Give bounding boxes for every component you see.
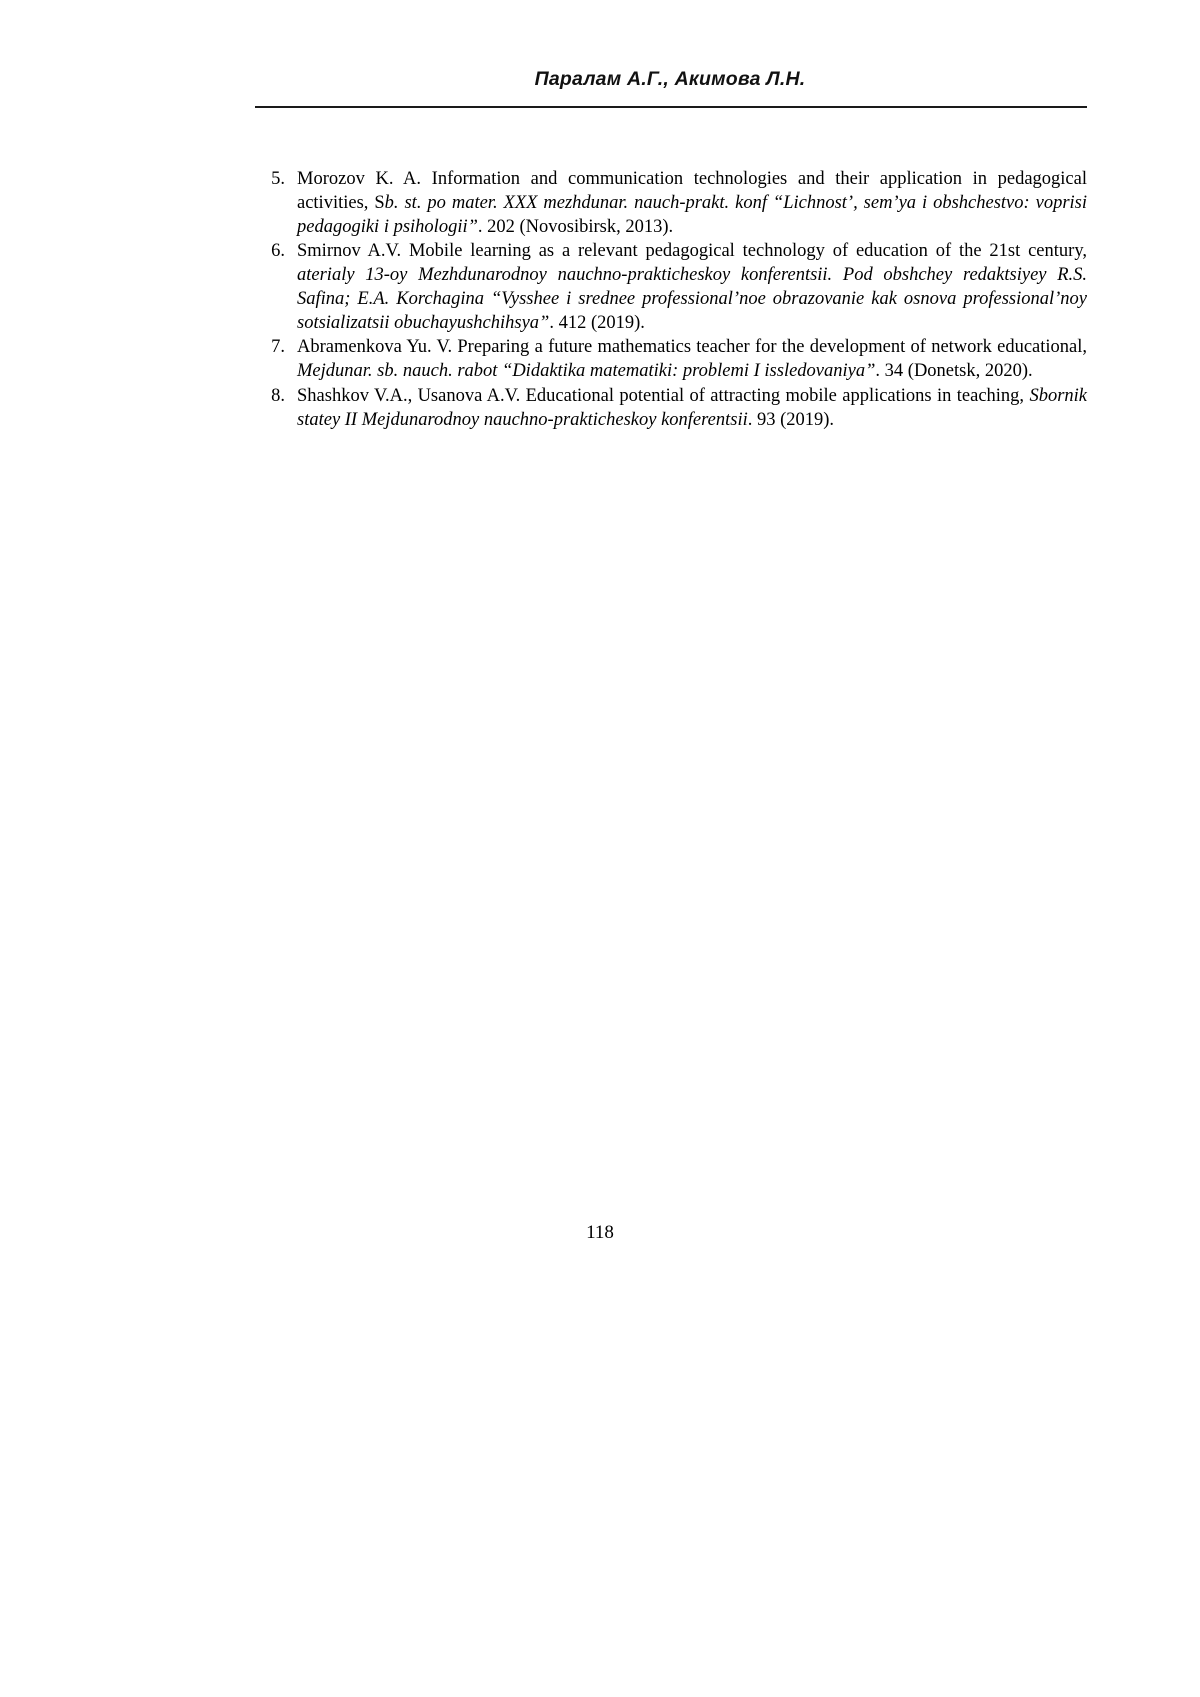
reference-text (297, 385, 1087, 433)
reference-item (255, 336, 1087, 384)
reference-item (255, 240, 1087, 335)
reference-plain-text: Morozov K. A. Information and communication technologies and their application in pedagogical activities, S (297, 169, 1087, 213)
reference-text (297, 336, 1087, 384)
reference-source-title: aterialy 13-oy Mezhdunarodnoy nauchno-prakticheskoy konferentsii. Pod obshchey redaktsiyey R.S. Safina; E.A. Korchagina “Vysshee i srednee professional’noe obrazovanie kak osnova professional’noy sotsializatsii obuchayushchihsya” (297, 265, 1087, 333)
reference-plain-text: . 93 (2019). (747, 409, 835, 430)
reference-source-title: b. st. po mater. XXX mezhdunar. nauch-prakt. konf “Lichnost’, sem’ya i obshchestvo: voprisi pedagogiki i psihologii” (297, 192, 1087, 237)
reference-text (297, 168, 1087, 239)
reference-number: 8. (271, 385, 285, 406)
reference-source-title: Sbornik statey II Mejdunarodnoy nauchno-prakticheskoy konferentsii (297, 385, 1087, 430)
reference-source-title: Mejdunar. sb. nauch. rabot “Didaktika matematiki: problemi I issledovaniya” (297, 361, 876, 382)
running-head: Паралам А.Г., Акимова Л.Н. (534, 68, 806, 90)
reference-plain-text: Shashkov V.A., Usanova A.V. Educational potential of attracting mobile applications in teaching, (297, 385, 1030, 406)
reference-plain-text: . 34 (Donetsk, 2020). (875, 361, 1033, 382)
reference-plain-text: . 202 (Novosibirsk, 2013). (477, 216, 674, 237)
reference-list (255, 168, 1087, 433)
reference-number: 5. (271, 169, 285, 189)
reference-text (297, 240, 1087, 335)
header-divider (255, 106, 1087, 108)
reference-item (255, 385, 1087, 433)
reference-number: 6. (271, 241, 285, 262)
page-number: 118 (586, 1222, 614, 1243)
reference-plain-text: . 412 (2019). (549, 312, 645, 333)
reference-number: 7. (271, 337, 285, 358)
reference-plain-text: Abramenkova Yu. V. Preparing a future mathematics teacher for the development of network educational, (297, 337, 1087, 358)
reference-plain-text: Smirnov A.V. Mobile learning as a relevant pedagogical technology of education of the 21st century, (297, 241, 1087, 262)
reference-item (255, 168, 1087, 239)
